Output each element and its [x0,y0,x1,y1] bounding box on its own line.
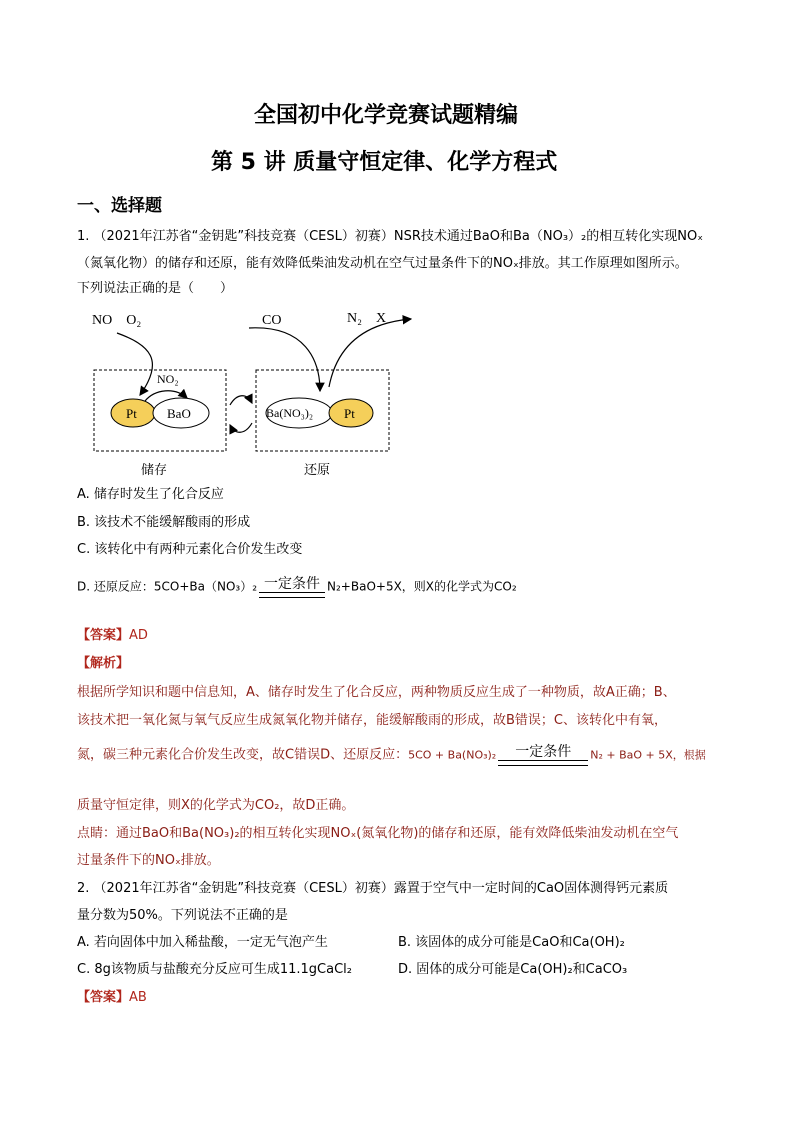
q2-option-a: A. 若向固体中加入稀盐酸，一定无气泡产生 [77,935,328,950]
q2-option-b: B. 该固体的成分可能是CaO和Ca(OH)₂ [398,935,625,950]
q1-answer: 【答案】AD [77,628,148,643]
label-bao: BaO [167,406,191,421]
label-co: CO [262,313,282,328]
nsr-diagram [75,305,425,480]
q1-analysis-line4: 质量守恒定律，则X的化学式为CO₂，故D正确。 [77,798,355,813]
label-storage: 储存 [141,462,168,477]
page-title: 全国初中化学竞赛试题精编 [254,103,519,128]
q1-stem-line2: （氮氧化物）的储存和还原，能有效降低柴油发动机在空气过量条件下的NOₓ排放。其工作原理如图所示。 [77,256,688,271]
q1-stem-line1: 1. （2021年江苏省“金钥匙”科技竞赛（CESL）初赛）NSR技术通过BaO和Ba（NO₃）₂的相互转化实现NOₓ [77,229,703,244]
arrow-out-reduction [329,319,411,387]
q1-option-a: A. 储存时发生了化合反应 [77,487,224,502]
label-no2: NO₂ [157,372,179,386]
label-pt-right: Pt [344,406,355,421]
label-no-o2: NO O₂ [92,313,142,328]
q2-stem-line1: 2. （2021年江苏省“金钥匙”科技竞赛（CESL）初赛）露置于空气中一定时间的CaO固体测得钙元素质 [77,881,669,896]
label-reduction: 还原 [304,462,331,477]
q1-tip-line2: 过量条件下的NOₓ排放。 [77,853,220,868]
q2-option-d: D. 固体的成分可能是Ca(OH)₂和CaCO₃ [398,962,628,977]
q1-option-c: C. 该转化中有两种元素化合价发生改变 [77,542,303,557]
arrow-in-reduction [249,328,320,391]
q2-stem-line2: 量分数为50%。下列说法不正确的是 [77,908,288,923]
q1-option-d-lhs: D. 还原反应：5CO+Ba（NO₃）₂ [77,579,258,594]
page-subtitle: 第 5 讲 质量守恒定律、化学方程式 [211,150,558,175]
q1-analysis-label: 【解析】 [77,656,130,671]
label-n2-x: N₂ X [347,311,387,326]
arrow-in-storage [117,333,152,395]
label-ba-no3: Ba(NO₃)₂ [266,406,314,420]
q2-answer: 【答案】AB [77,990,147,1005]
arrow-cycle-bottom [230,423,252,432]
q1-option-d [77,576,517,598]
label-pt-left: Pt [126,406,137,421]
q1-analysis-line3: 氮，碳三种元素化合价发生改变，故C错误D、还原反应：5CO + Ba(NO₃)₂ 一定条件 N₂ + BaO + 5X，根据 [77,744,706,766]
section-heading: 一、选择题 [77,196,162,216]
q1-option-d-rhs: N₂+BaO+5X，则X的化学式为CO₂ [327,579,517,594]
q1-analysis-line2: 该技术把一氧化氮与氧气反应生成氮氧化物并储存，能缓解酸雨的形成，故B错误；C、该转化中有氧， [77,713,667,728]
arrow-cycle-top [230,396,252,405]
q1-tip-line1: 点睛：通过BaO和Ba(NO₃)₂的相互转化实现NOₓ(氮氧化物)的储存和还原，能有效降低柴油发动机在空气 [77,826,679,841]
reaction-condition: 一定条件 [259,576,325,598]
q1-option-b: B. 该技术不能缓解酸雨的形成 [77,515,251,530]
q1-stem-line3: 下列说法正确的是（ ） [77,281,234,296]
q2-option-c: C. 8g该物质与盐酸充分反应可生成11.1gCaCl₂ [77,962,353,977]
q1-analysis-line1: 根据所学知识和题中信息知，A、储存时发生了化合反应，两种物质反应生成了一种物质，故A正确；B、 [77,685,676,700]
